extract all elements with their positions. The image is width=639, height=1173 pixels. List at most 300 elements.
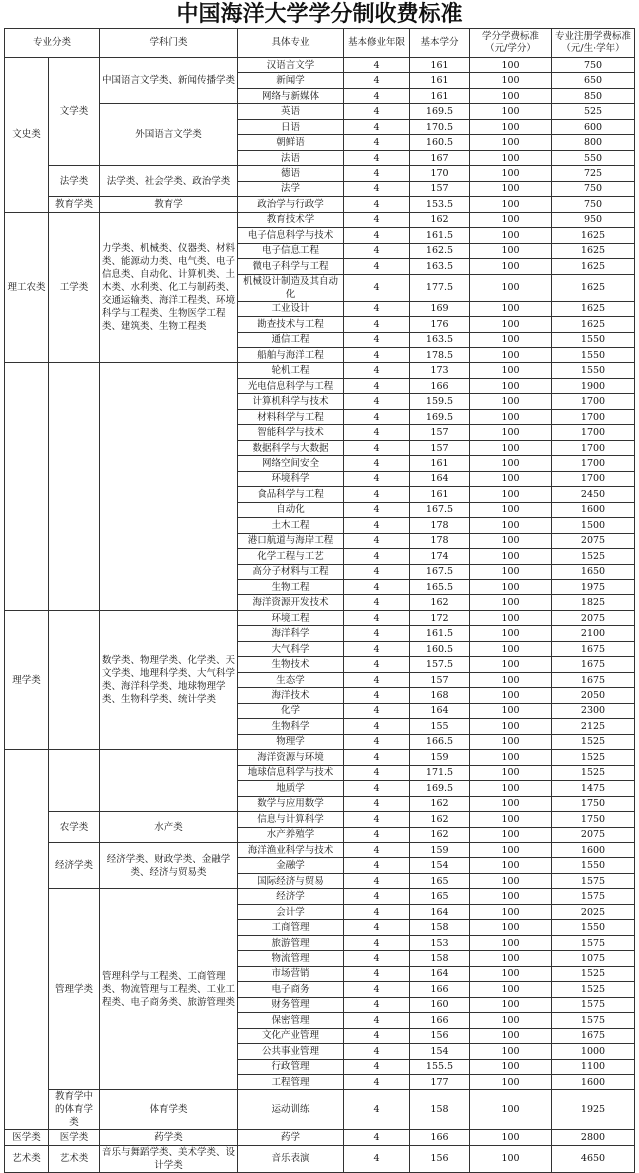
col-header-major: 具体专业 bbox=[238, 29, 344, 58]
credit-fee-cell: 100 bbox=[470, 904, 552, 919]
col-header-credit-fee: 学分学费标准（元/学分） bbox=[470, 29, 552, 58]
credit-fee-cell: 100 bbox=[470, 332, 552, 347]
credit-fee-cell: 100 bbox=[470, 827, 552, 842]
credit-fee-cell: 100 bbox=[470, 703, 552, 718]
major-name-cell: 环境工程 bbox=[238, 610, 344, 625]
col-header-discipline: 学科门类 bbox=[100, 29, 238, 58]
credits-cell: 167.5 bbox=[410, 564, 470, 579]
credit-fee-cell: 100 bbox=[470, 212, 552, 227]
credit-fee-cell: 100 bbox=[470, 610, 552, 625]
credits-cell: 163.5 bbox=[410, 332, 470, 347]
credits-cell: 164 bbox=[410, 904, 470, 919]
credits-cell: 155 bbox=[410, 719, 470, 734]
credit-fee-cell: 100 bbox=[470, 765, 552, 780]
major-name-cell: 数学与应用数学 bbox=[238, 796, 344, 811]
category-cell: 理工农类 bbox=[5, 212, 49, 363]
registration-fee-cell: 1525 bbox=[552, 966, 635, 981]
credit-fee-cell: 100 bbox=[470, 363, 552, 378]
registration-fee-cell: 1000 bbox=[552, 1044, 635, 1059]
major-name-cell: 水产养殖学 bbox=[238, 827, 344, 842]
credits-cell: 157 bbox=[410, 440, 470, 455]
study-years-cell: 4 bbox=[344, 347, 410, 362]
credit-fee-cell: 100 bbox=[470, 150, 552, 165]
credits-cell: 177.5 bbox=[410, 274, 470, 301]
credits-cell: 162 bbox=[410, 812, 470, 827]
credit-fee-cell: 100 bbox=[470, 425, 552, 440]
credits-cell: 157 bbox=[410, 425, 470, 440]
registration-fee-cell: 1675 bbox=[552, 1028, 635, 1043]
credit-fee-cell: 100 bbox=[470, 781, 552, 796]
credits-cell: 173 bbox=[410, 363, 470, 378]
credit-fee-cell: 100 bbox=[470, 166, 552, 181]
credits-cell: 167 bbox=[410, 150, 470, 165]
major-name-cell: 新闻学 bbox=[238, 73, 344, 88]
study-years-cell: 4 bbox=[344, 889, 410, 904]
registration-fee-cell: 2075 bbox=[552, 533, 635, 548]
credit-fee-cell: 100 bbox=[470, 471, 552, 486]
study-years-cell: 4 bbox=[344, 873, 410, 888]
table-row bbox=[5, 842, 635, 857]
registration-fee-cell: 800 bbox=[552, 135, 635, 150]
table-row bbox=[5, 750, 635, 765]
major-name-cell: 智能科学与技术 bbox=[238, 425, 344, 440]
fee-table bbox=[4, 28, 635, 1173]
major-name-cell: 工业设计 bbox=[238, 301, 344, 316]
credits-cell: 161 bbox=[410, 487, 470, 502]
credits-cell: 170 bbox=[410, 166, 470, 181]
registration-fee-cell: 1575 bbox=[552, 889, 635, 904]
registration-fee-cell: 1975 bbox=[552, 580, 635, 595]
study-years-cell: 4 bbox=[344, 750, 410, 765]
discipline-cell: 外国语言文学类 bbox=[100, 104, 238, 166]
credit-fee-cell: 100 bbox=[470, 243, 552, 258]
registration-fee-cell: 1750 bbox=[552, 796, 635, 811]
credit-fee-cell: 100 bbox=[470, 595, 552, 610]
credit-fee-cell: 100 bbox=[470, 440, 552, 455]
major-name-cell: 运动训练 bbox=[238, 1090, 344, 1130]
study-years-cell: 4 bbox=[344, 610, 410, 625]
major-name-cell: 海洋渔业科学与技术 bbox=[238, 842, 344, 857]
study-years-cell: 4 bbox=[344, 150, 410, 165]
credit-fee-cell: 100 bbox=[470, 487, 552, 502]
study-years-cell: 4 bbox=[344, 842, 410, 857]
registration-fee-cell: 1475 bbox=[552, 781, 635, 796]
study-years-cell: 4 bbox=[344, 1013, 410, 1028]
major-name-cell: 公共事业管理 bbox=[238, 1044, 344, 1059]
credits-cell: 169.5 bbox=[410, 104, 470, 119]
study-years-cell: 4 bbox=[344, 688, 410, 703]
credits-cell: 161.5 bbox=[410, 626, 470, 641]
credits-cell: 162 bbox=[410, 212, 470, 227]
registration-fee-cell: 1750 bbox=[552, 812, 635, 827]
major-name-cell: 微电子科学与工程 bbox=[238, 259, 344, 274]
major-name-cell: 会计学 bbox=[238, 904, 344, 919]
credits-cell: 157.5 bbox=[410, 657, 470, 672]
major-name-cell: 高分子材料与工程 bbox=[238, 564, 344, 579]
major-name-cell: 地质学 bbox=[238, 781, 344, 796]
study-years-cell: 4 bbox=[344, 135, 410, 150]
study-years-cell: 4 bbox=[344, 332, 410, 347]
study-years-cell: 4 bbox=[344, 1090, 410, 1130]
major-name-cell: 法学 bbox=[238, 181, 344, 196]
credit-fee-cell: 100 bbox=[470, 966, 552, 981]
credit-fee-cell: 100 bbox=[470, 641, 552, 656]
credits-cell: 160.5 bbox=[410, 135, 470, 150]
credit-fee-cell: 100 bbox=[470, 378, 552, 393]
credit-fee-cell: 100 bbox=[470, 688, 552, 703]
major-name-cell: 日语 bbox=[238, 119, 344, 134]
credit-fee-cell: 100 bbox=[470, 259, 552, 274]
subcategory-cell: 教育学中的体育学类 bbox=[49, 1090, 100, 1130]
registration-fee-cell: 1925 bbox=[552, 1090, 635, 1130]
registration-fee-cell: 1600 bbox=[552, 502, 635, 517]
subcategory-cell: 经济学类 bbox=[49, 842, 100, 888]
major-name-cell: 教育技术学 bbox=[238, 212, 344, 227]
credits-cell: 168 bbox=[410, 688, 470, 703]
credits-cell: 176 bbox=[410, 317, 470, 332]
credits-cell: 154 bbox=[410, 858, 470, 873]
credits-cell: 169.5 bbox=[410, 781, 470, 796]
study-years-cell: 4 bbox=[344, 703, 410, 718]
study-years-cell: 4 bbox=[344, 181, 410, 196]
credits-cell: 161.5 bbox=[410, 228, 470, 243]
major-name-cell: 生物技术 bbox=[238, 657, 344, 672]
credit-fee-cell: 100 bbox=[470, 88, 552, 103]
credits-cell: 156 bbox=[410, 1028, 470, 1043]
registration-fee-cell: 1700 bbox=[552, 409, 635, 424]
credits-cell: 178.5 bbox=[410, 347, 470, 362]
credits-cell: 162.5 bbox=[410, 243, 470, 258]
registration-fee-cell: 950 bbox=[552, 212, 635, 227]
col-header-reg-fee: 专业注册学费标准（元/生·学年） bbox=[552, 29, 635, 58]
credits-cell: 167.5 bbox=[410, 502, 470, 517]
credits-cell: 166.5 bbox=[410, 734, 470, 749]
credits-cell: 156 bbox=[410, 1145, 470, 1172]
registration-fee-cell: 1525 bbox=[552, 549, 635, 564]
study-years-cell: 4 bbox=[344, 781, 410, 796]
credit-fee-cell: 100 bbox=[470, 1013, 552, 1028]
credit-fee-cell: 100 bbox=[470, 301, 552, 316]
credit-fee-cell: 100 bbox=[470, 1044, 552, 1059]
subcategory-cell bbox=[49, 750, 100, 812]
credits-cell: 159 bbox=[410, 750, 470, 765]
major-name-cell: 数据科学与大数据 bbox=[238, 440, 344, 455]
credits-cell: 160.5 bbox=[410, 641, 470, 656]
credit-fee-cell: 100 bbox=[470, 73, 552, 88]
table-row bbox=[5, 104, 635, 119]
registration-fee-cell: 1625 bbox=[552, 243, 635, 258]
credit-fee-cell: 100 bbox=[470, 657, 552, 672]
registration-fee-cell: 1550 bbox=[552, 332, 635, 347]
registration-fee-cell: 1075 bbox=[552, 951, 635, 966]
credits-cell: 165 bbox=[410, 873, 470, 888]
registration-fee-cell: 1575 bbox=[552, 935, 635, 950]
credit-fee-cell: 100 bbox=[470, 58, 552, 73]
registration-fee-cell: 1525 bbox=[552, 750, 635, 765]
registration-fee-cell: 1700 bbox=[552, 440, 635, 455]
registration-fee-cell: 2075 bbox=[552, 827, 635, 842]
study-years-cell: 4 bbox=[344, 425, 410, 440]
major-name-cell: 海洋技术 bbox=[238, 688, 344, 703]
study-years-cell: 4 bbox=[344, 564, 410, 579]
discipline-cell: 中国语言文学类、新闻传播学类 bbox=[100, 58, 238, 104]
credits-cell: 162 bbox=[410, 827, 470, 842]
credit-fee-cell: 100 bbox=[470, 135, 552, 150]
major-name-cell: 生物科学 bbox=[238, 719, 344, 734]
discipline-cell: 药学类 bbox=[100, 1130, 238, 1145]
credit-fee-cell: 100 bbox=[470, 317, 552, 332]
credits-cell: 157 bbox=[410, 181, 470, 196]
major-name-cell: 国际经济与贸易 bbox=[238, 873, 344, 888]
study-years-cell: 4 bbox=[344, 274, 410, 301]
credits-cell: 178 bbox=[410, 533, 470, 548]
credit-fee-cell: 100 bbox=[470, 982, 552, 997]
registration-fee-cell: 1675 bbox=[552, 641, 635, 656]
table-row bbox=[5, 166, 635, 181]
subcategory-cell: 工学类 bbox=[49, 212, 100, 363]
study-years-cell: 4 bbox=[344, 363, 410, 378]
major-name-cell: 行政管理 bbox=[238, 1059, 344, 1074]
discipline-cell: 管理科学与工程类、工商管理类、物流管理与工程类、工业工程类、电子商务类、旅游管理类 bbox=[100, 889, 238, 1090]
study-years-cell: 4 bbox=[344, 595, 410, 610]
study-years-cell: 4 bbox=[344, 657, 410, 672]
registration-fee-cell: 2075 bbox=[552, 610, 635, 625]
study-years-cell: 4 bbox=[344, 1059, 410, 1074]
credits-cell: 166 bbox=[410, 982, 470, 997]
study-years-cell: 4 bbox=[344, 378, 410, 393]
credits-cell: 159 bbox=[410, 842, 470, 857]
major-name-cell: 自动化 bbox=[238, 502, 344, 517]
credits-cell: 164 bbox=[410, 703, 470, 718]
credits-cell: 161 bbox=[410, 58, 470, 73]
table-row bbox=[5, 212, 635, 227]
credit-fee-cell: 100 bbox=[470, 409, 552, 424]
col-header-years: 基本修业年限 bbox=[344, 29, 410, 58]
study-years-cell: 4 bbox=[344, 796, 410, 811]
major-name-cell: 文化产业管理 bbox=[238, 1028, 344, 1043]
major-name-cell: 生物工程 bbox=[238, 580, 344, 595]
major-name-cell: 信息与计算科学 bbox=[238, 812, 344, 827]
discipline-cell: 数学类、物理学类、化学类、天文学类、地理科学类、大气科学类、海洋科学类、地球物理学类、生物科学类、统计学类 bbox=[100, 610, 238, 749]
study-years-cell: 4 bbox=[344, 58, 410, 73]
study-years-cell: 4 bbox=[344, 440, 410, 455]
registration-fee-cell: 2025 bbox=[552, 904, 635, 919]
table-row bbox=[5, 197, 635, 212]
discipline-cell: 法学类、社会学类、政治学类 bbox=[100, 166, 238, 197]
study-years-cell: 4 bbox=[344, 920, 410, 935]
study-years-cell: 4 bbox=[344, 301, 410, 316]
credits-cell: 165 bbox=[410, 889, 470, 904]
major-name-cell: 化学工程与工艺 bbox=[238, 549, 344, 564]
subcategory-cell: 艺术类 bbox=[49, 1145, 100, 1172]
credits-cell: 178 bbox=[410, 518, 470, 533]
registration-fee-cell: 1550 bbox=[552, 920, 635, 935]
study-years-cell: 4 bbox=[344, 935, 410, 950]
table-row bbox=[5, 363, 635, 378]
study-years-cell: 4 bbox=[344, 719, 410, 734]
discipline-cell: 力学类、机械类、仪器类、材料类、能源动力类、电气类、电子信息类、自动化、计算机类、土木类、水利类、化工与制药类、交通运输类、海洋工程类、环境科学与工程类、生物医学工程类、建筑类、生物工程类 bbox=[100, 212, 238, 363]
subcategory-cell: 管理学类 bbox=[49, 889, 100, 1090]
credits-cell: 170.5 bbox=[410, 119, 470, 134]
credit-fee-cell: 100 bbox=[470, 502, 552, 517]
study-years-cell: 4 bbox=[344, 827, 410, 842]
major-name-cell: 英语 bbox=[238, 104, 344, 119]
study-years-cell: 4 bbox=[344, 197, 410, 212]
discipline-cell bbox=[100, 363, 238, 611]
registration-fee-cell: 750 bbox=[552, 197, 635, 212]
credit-fee-cell: 100 bbox=[470, 920, 552, 935]
registration-fee-cell: 2300 bbox=[552, 703, 635, 718]
major-name-cell: 光电信息科学与工程 bbox=[238, 378, 344, 393]
registration-fee-cell: 1675 bbox=[552, 657, 635, 672]
credit-fee-cell: 100 bbox=[470, 873, 552, 888]
credits-cell: 154 bbox=[410, 1044, 470, 1059]
credit-fee-cell: 100 bbox=[470, 734, 552, 749]
major-name-cell: 生态学 bbox=[238, 672, 344, 687]
table-row bbox=[5, 1130, 635, 1145]
registration-fee-cell: 1550 bbox=[552, 347, 635, 362]
study-years-cell: 4 bbox=[344, 394, 410, 409]
credit-fee-cell: 100 bbox=[470, 518, 552, 533]
registration-fee-cell: 1625 bbox=[552, 259, 635, 274]
table-row bbox=[5, 812, 635, 827]
credit-fee-cell: 100 bbox=[470, 456, 552, 471]
credit-fee-cell: 100 bbox=[470, 889, 552, 904]
category-cell: 文史类 bbox=[5, 58, 49, 213]
credit-fee-cell: 100 bbox=[470, 533, 552, 548]
credits-cell: 177 bbox=[410, 1075, 470, 1090]
category-cell bbox=[5, 363, 49, 611]
credits-cell: 171.5 bbox=[410, 765, 470, 780]
registration-fee-cell: 2050 bbox=[552, 688, 635, 703]
study-years-cell: 4 bbox=[344, 409, 410, 424]
major-name-cell: 金融学 bbox=[238, 858, 344, 873]
credits-cell: 155.5 bbox=[410, 1059, 470, 1074]
major-name-cell: 环境科学 bbox=[238, 471, 344, 486]
major-name-cell: 保密管理 bbox=[238, 1013, 344, 1028]
major-name-cell: 法语 bbox=[238, 150, 344, 165]
registration-fee-cell: 1625 bbox=[552, 301, 635, 316]
credit-fee-cell: 100 bbox=[470, 858, 552, 873]
col-header-category: 专业分类 bbox=[5, 29, 100, 58]
major-name-cell: 地球信息科学与技术 bbox=[238, 765, 344, 780]
registration-fee-cell: 525 bbox=[552, 104, 635, 119]
major-name-cell: 财务管理 bbox=[238, 997, 344, 1012]
credits-cell: 172 bbox=[410, 610, 470, 625]
category-cell: 艺术类 bbox=[5, 1145, 49, 1172]
credit-fee-cell: 100 bbox=[470, 347, 552, 362]
study-years-cell: 4 bbox=[344, 518, 410, 533]
discipline-cell: 体育学类 bbox=[100, 1090, 238, 1130]
major-name-cell: 网络空间安全 bbox=[238, 456, 344, 471]
credit-fee-cell: 100 bbox=[470, 1028, 552, 1043]
registration-fee-cell: 2100 bbox=[552, 626, 635, 641]
study-years-cell: 4 bbox=[344, 243, 410, 258]
registration-fee-cell: 1550 bbox=[552, 363, 635, 378]
credits-cell: 166 bbox=[410, 378, 470, 393]
registration-fee-cell: 1625 bbox=[552, 274, 635, 301]
credits-cell: 166 bbox=[410, 1013, 470, 1028]
credits-cell: 163.5 bbox=[410, 259, 470, 274]
credits-cell: 169 bbox=[410, 301, 470, 316]
registration-fee-cell: 1600 bbox=[552, 842, 635, 857]
study-years-cell: 4 bbox=[344, 997, 410, 1012]
credit-fee-cell: 100 bbox=[470, 935, 552, 950]
study-years-cell: 4 bbox=[344, 966, 410, 981]
category-cell: 理学类 bbox=[5, 610, 49, 749]
study-years-cell: 4 bbox=[344, 73, 410, 88]
registration-fee-cell: 1625 bbox=[552, 228, 635, 243]
table-body bbox=[5, 58, 635, 1173]
registration-fee-cell: 850 bbox=[552, 88, 635, 103]
major-name-cell: 机械设计制造及其自动化 bbox=[238, 274, 344, 301]
table-header bbox=[5, 29, 635, 58]
registration-fee-cell: 600 bbox=[552, 119, 635, 134]
credits-cell: 153.5 bbox=[410, 197, 470, 212]
credits-cell: 162 bbox=[410, 796, 470, 811]
credit-fee-cell: 100 bbox=[470, 997, 552, 1012]
registration-fee-cell: 1575 bbox=[552, 997, 635, 1012]
table-row bbox=[5, 58, 635, 73]
study-years-cell: 4 bbox=[344, 228, 410, 243]
major-name-cell: 食品科学与工程 bbox=[238, 487, 344, 502]
study-years-cell: 4 bbox=[344, 580, 410, 595]
registration-fee-cell: 2125 bbox=[552, 719, 635, 734]
major-name-cell: 大气科学 bbox=[238, 641, 344, 656]
study-years-cell: 4 bbox=[344, 104, 410, 119]
major-name-cell: 市场营销 bbox=[238, 966, 344, 981]
study-years-cell: 4 bbox=[344, 641, 410, 656]
study-years-cell: 4 bbox=[344, 734, 410, 749]
page-title: 中国海洋大学学分制收费标准 bbox=[176, 1, 463, 27]
study-years-cell: 4 bbox=[344, 1044, 410, 1059]
table-row bbox=[5, 1090, 635, 1130]
credits-cell: 162 bbox=[410, 595, 470, 610]
credit-fee-cell: 100 bbox=[470, 549, 552, 564]
credits-cell: 166 bbox=[410, 1130, 470, 1145]
registration-fee-cell: 550 bbox=[552, 150, 635, 165]
credits-cell: 174 bbox=[410, 549, 470, 564]
major-name-cell: 通信工程 bbox=[238, 332, 344, 347]
major-name-cell: 工程管理 bbox=[238, 1075, 344, 1090]
credit-fee-cell: 100 bbox=[470, 719, 552, 734]
registration-fee-cell: 750 bbox=[552, 58, 635, 73]
discipline-cell: 音乐与舞蹈学类、美术学类、设计学类 bbox=[100, 1145, 238, 1172]
study-years-cell: 4 bbox=[344, 549, 410, 564]
discipline-cell bbox=[100, 750, 238, 812]
study-years-cell: 4 bbox=[344, 88, 410, 103]
major-name-cell: 汉语言文学 bbox=[238, 58, 344, 73]
major-name-cell: 网络与新媒体 bbox=[238, 88, 344, 103]
study-years-cell: 4 bbox=[344, 1130, 410, 1145]
col-header-credits: 基本学分 bbox=[410, 29, 470, 58]
credits-cell: 161 bbox=[410, 456, 470, 471]
credit-fee-cell: 100 bbox=[470, 181, 552, 196]
credits-cell: 164 bbox=[410, 966, 470, 981]
registration-fee-cell: 750 bbox=[552, 181, 635, 196]
major-name-cell: 物流管理 bbox=[238, 951, 344, 966]
registration-fee-cell: 1100 bbox=[552, 1059, 635, 1074]
registration-fee-cell: 1675 bbox=[552, 672, 635, 687]
major-name-cell: 工商管理 bbox=[238, 920, 344, 935]
credit-fee-cell: 100 bbox=[470, 672, 552, 687]
subcategory-cell bbox=[49, 363, 100, 611]
major-name-cell: 轮机工程 bbox=[238, 363, 344, 378]
study-years-cell: 4 bbox=[344, 982, 410, 997]
study-years-cell: 4 bbox=[344, 1075, 410, 1090]
major-name-cell: 政治学与行政学 bbox=[238, 197, 344, 212]
credits-cell: 160 bbox=[410, 997, 470, 1012]
